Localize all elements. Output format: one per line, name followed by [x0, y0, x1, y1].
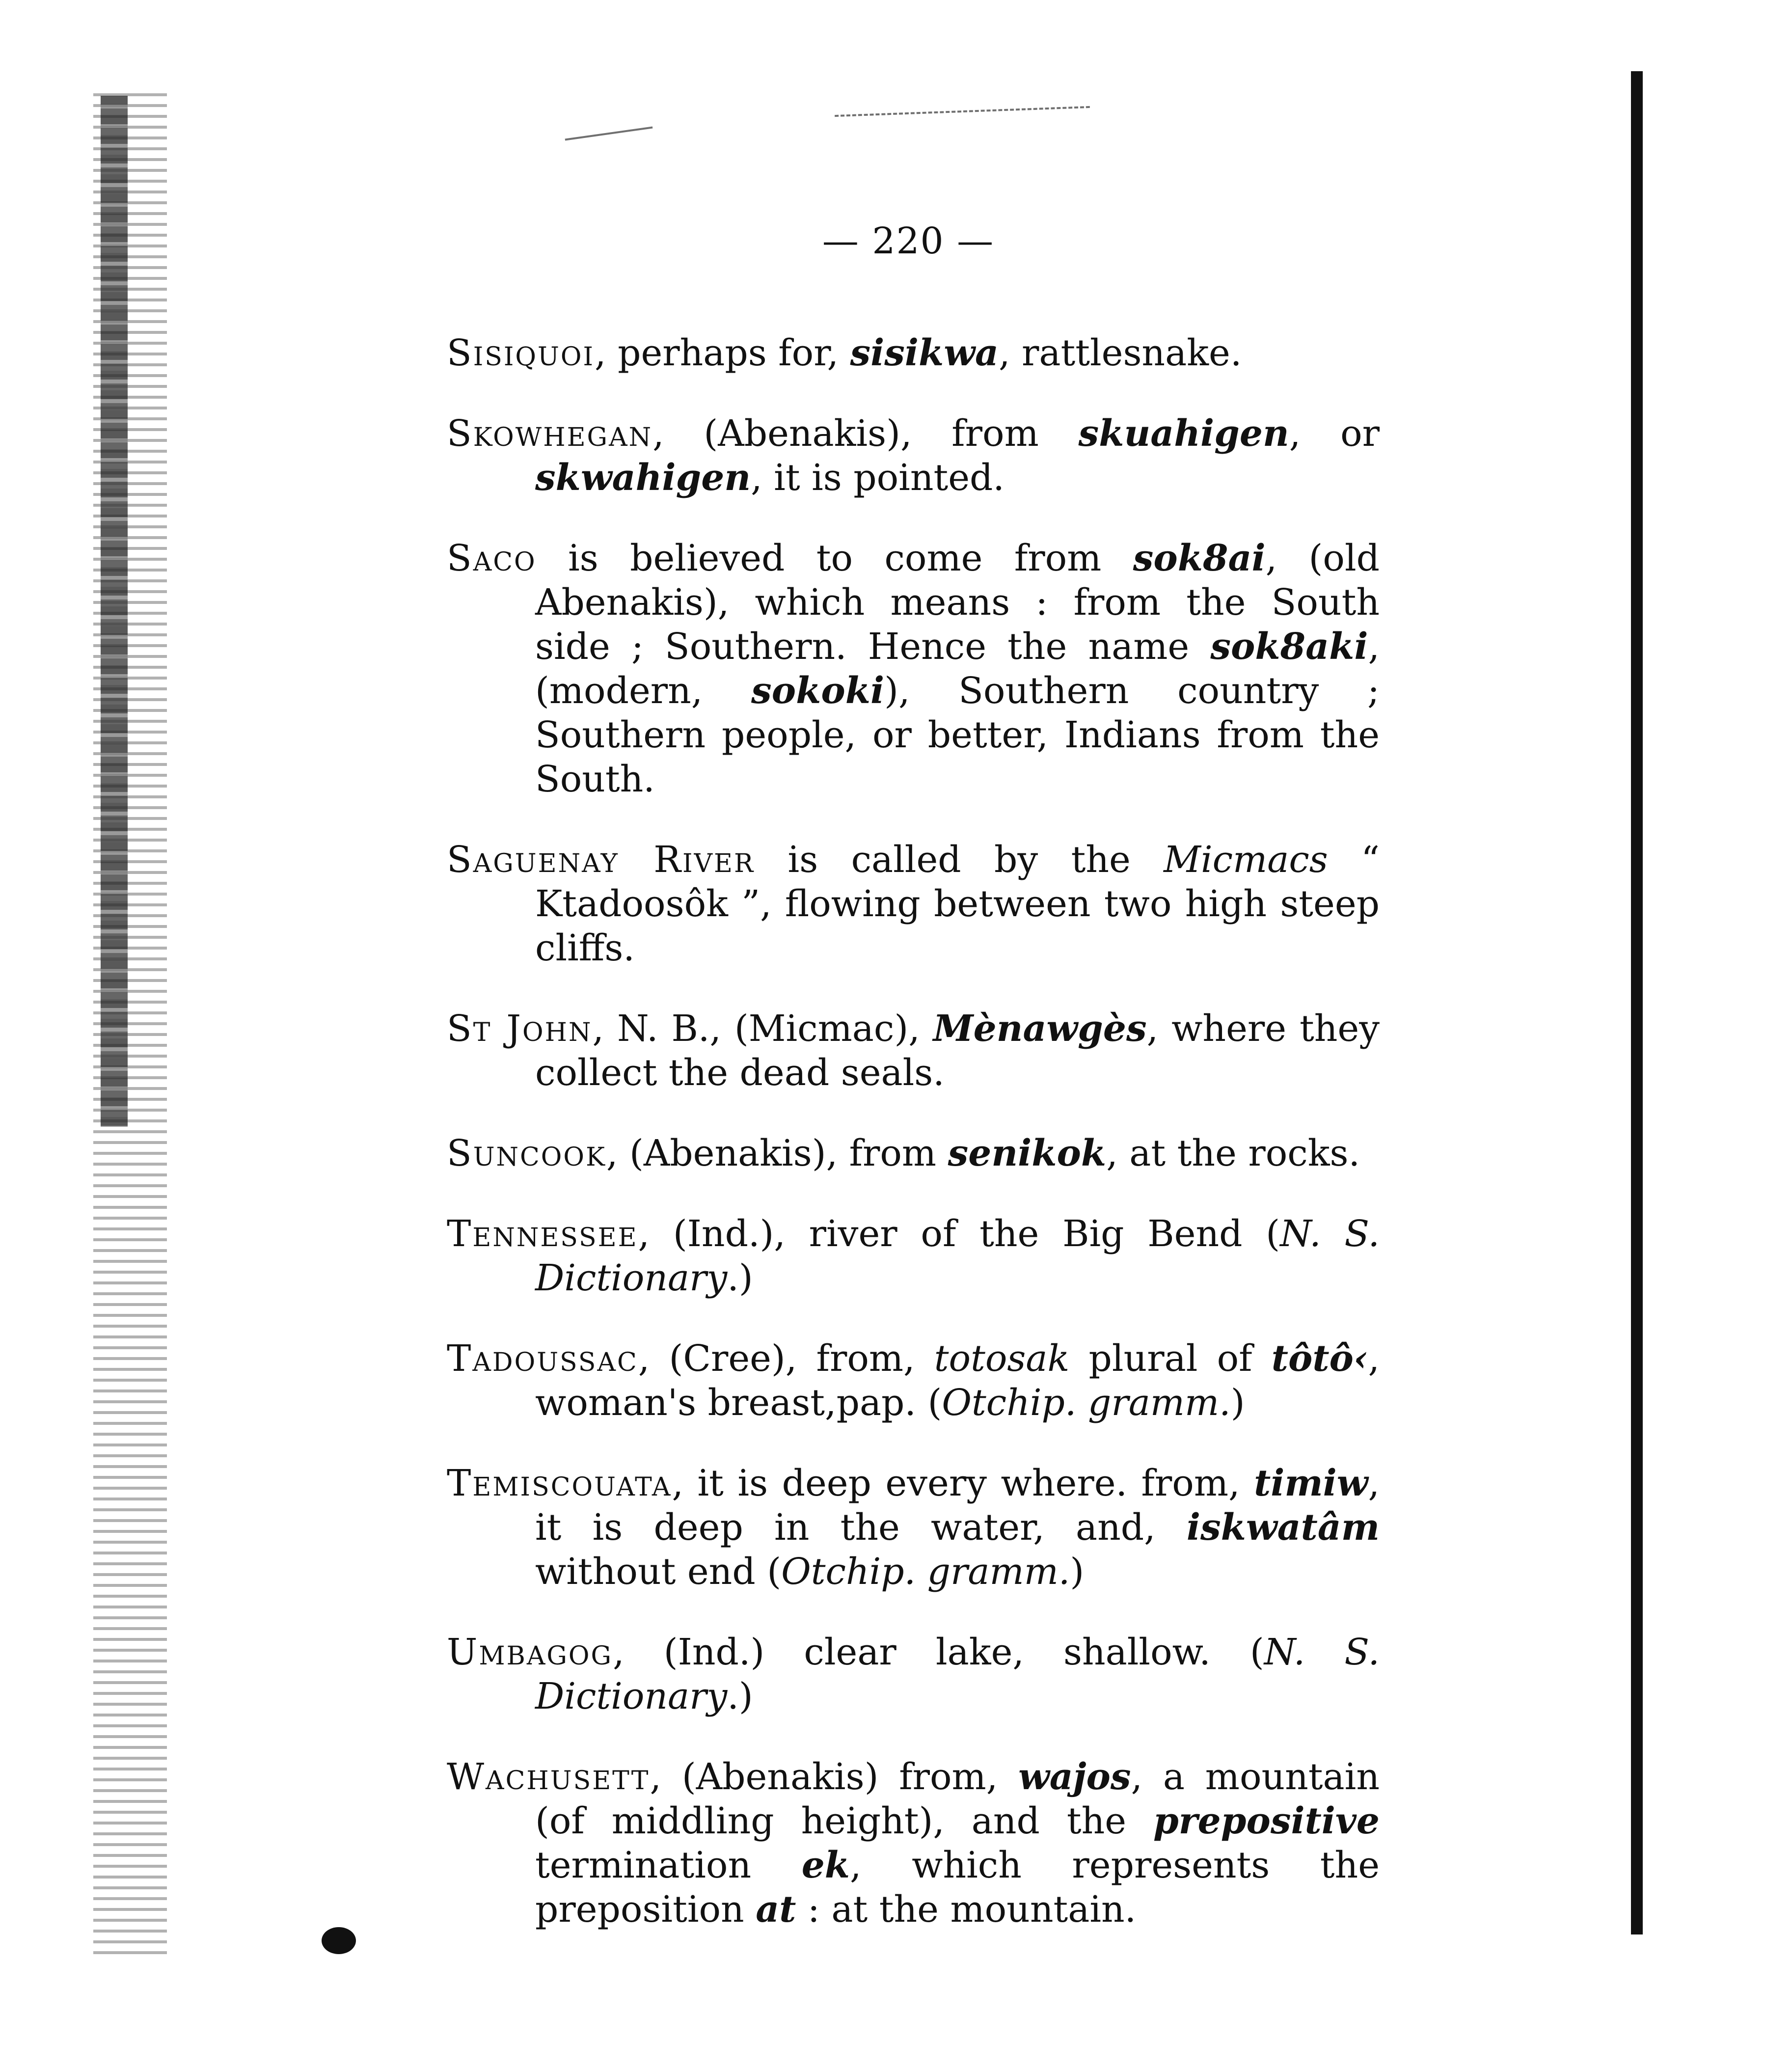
entry-text: ), Southern country ; Southern people, or better, Indians from the South.	[535, 670, 1380, 800]
source-citation: Otchip. gramm.	[781, 1551, 1070, 1593]
source-citation: Otchip. gramm.	[942, 1382, 1231, 1424]
entry-text: , (Abenakis), from	[652, 412, 1079, 455]
italic-text: at	[756, 1888, 796, 1931]
entry-text: , it is deep in the water, and,	[535, 1462, 1380, 1549]
entry-headword: Saguenay River	[447, 839, 755, 881]
entry-headword: Tadoussac	[447, 1337, 638, 1380]
entry-text: , (Ind.) clear lake, shallow. (	[613, 1631, 1264, 1673]
native-word: sisikwa	[850, 332, 999, 374]
native-word: senikok	[948, 1132, 1107, 1174]
native-word: sok8aki	[1210, 626, 1368, 668]
native-word: totosak	[934, 1337, 1070, 1380]
native-word: iskwatâm	[1186, 1506, 1380, 1549]
source-citation: N. S. Dictionary	[535, 1631, 1380, 1717]
entry-text: without end (	[535, 1551, 782, 1593]
italic-text: prepositive	[1153, 1800, 1380, 1842]
entry-text: , where they collect the dead seals.	[535, 1008, 1380, 1094]
entry-text: , (old Abenakis), which means : from the South side ; Southern. Hence the name	[535, 537, 1380, 668]
entry-text: .)	[727, 1257, 753, 1299]
entry-sisiquoi	[447, 331, 1380, 375]
entry-headword: Saco	[447, 537, 537, 579]
entry-text: , (Ind.), river of the Big Bend (	[638, 1213, 1280, 1255]
entry-text: , it is pointed.	[751, 457, 1005, 499]
entry-saguenay-river	[447, 838, 1380, 970]
scan-binding-shadow	[101, 96, 128, 1127]
entry-umbagog	[447, 1630, 1380, 1718]
entry-text: , (Cree), from,	[638, 1337, 934, 1380]
entry-headword: Suncook	[447, 1132, 606, 1174]
entry-text: , (Abenakis), from	[606, 1132, 948, 1174]
entry-text: , or	[1289, 412, 1380, 455]
page-number: — 220 —	[822, 220, 995, 262]
entry-text: , at the rocks.	[1106, 1132, 1360, 1174]
entry-st-john	[447, 1007, 1380, 1095]
native-word: tôtô‹	[1271, 1337, 1368, 1380]
native-word: timiw	[1254, 1462, 1368, 1504]
entry-skowhegan	[447, 411, 1380, 500]
gazetteer-entries	[447, 295, 1380, 1950]
native-word: skuahigen	[1078, 412, 1289, 455]
entry-headword: Sisiquoi	[447, 332, 595, 374]
entry-text: )	[1070, 1551, 1085, 1593]
entry-text: , it is deep every where. from,	[672, 1462, 1254, 1504]
entry-text: is believed to come from	[536, 537, 1133, 579]
entry-temiscouata	[447, 1461, 1380, 1594]
entry-headword: Tennessee	[447, 1213, 638, 1255]
entry-text: is called by the	[755, 839, 1164, 881]
entry-headword: Skowhegan	[447, 412, 653, 455]
native-word: sok8ai	[1133, 537, 1266, 579]
entry-text: , N. B., (Micmac),	[592, 1008, 933, 1050]
ink-blot	[322, 1927, 356, 1954]
entry-text: , which represents the preposition	[535, 1844, 1380, 1931]
native-word: wajos	[1018, 1756, 1131, 1798]
entry-headword: Umbagog	[447, 1631, 613, 1673]
entry-headword: Temiscouata	[447, 1462, 672, 1504]
native-word: Mènawgès	[933, 1008, 1147, 1050]
entry-text: , a mountain (of middling height), and the	[535, 1756, 1380, 1842]
entry-headword: St John	[447, 1008, 593, 1050]
entry-saco	[447, 536, 1380, 801]
entry-suncook	[447, 1131, 1380, 1175]
entry-text: .)	[727, 1675, 753, 1717]
scan-stray-mark	[565, 126, 653, 140]
entry-tennessee	[447, 1212, 1380, 1300]
entry-text: , rattlesnake.	[998, 332, 1242, 374]
entry-text: , woman's breast,pap. (	[535, 1337, 1380, 1424]
scan-stray-mark	[835, 106, 1090, 117]
source-citation: N. S. Dictionary	[535, 1213, 1380, 1299]
entry-text: : at the mountain.	[796, 1888, 1137, 1931]
native-word: sokoki	[751, 670, 885, 712]
entry-wachusett	[447, 1755, 1380, 1932]
entry-headword: Wachusett	[447, 1756, 650, 1798]
scan-right-edge-bar	[1631, 71, 1643, 1934]
entry-text: )	[1230, 1382, 1245, 1424]
native-word: skwahigen	[535, 457, 751, 499]
entry-text: , (Abenakis) from,	[650, 1756, 1019, 1798]
entry-text: termination	[535, 1844, 802, 1886]
native-word: ek	[801, 1844, 850, 1886]
entry-tadoussac	[447, 1336, 1380, 1425]
entry-text: , perhaps for,	[595, 332, 850, 374]
italic-text: Micmacs	[1164, 839, 1328, 881]
entry-text: plural of	[1069, 1337, 1272, 1380]
entry-text: , (modern,	[535, 626, 1380, 712]
entry-text: “ Ktadoosôk ”, flowing between two high steep cliffs.	[535, 839, 1380, 969]
